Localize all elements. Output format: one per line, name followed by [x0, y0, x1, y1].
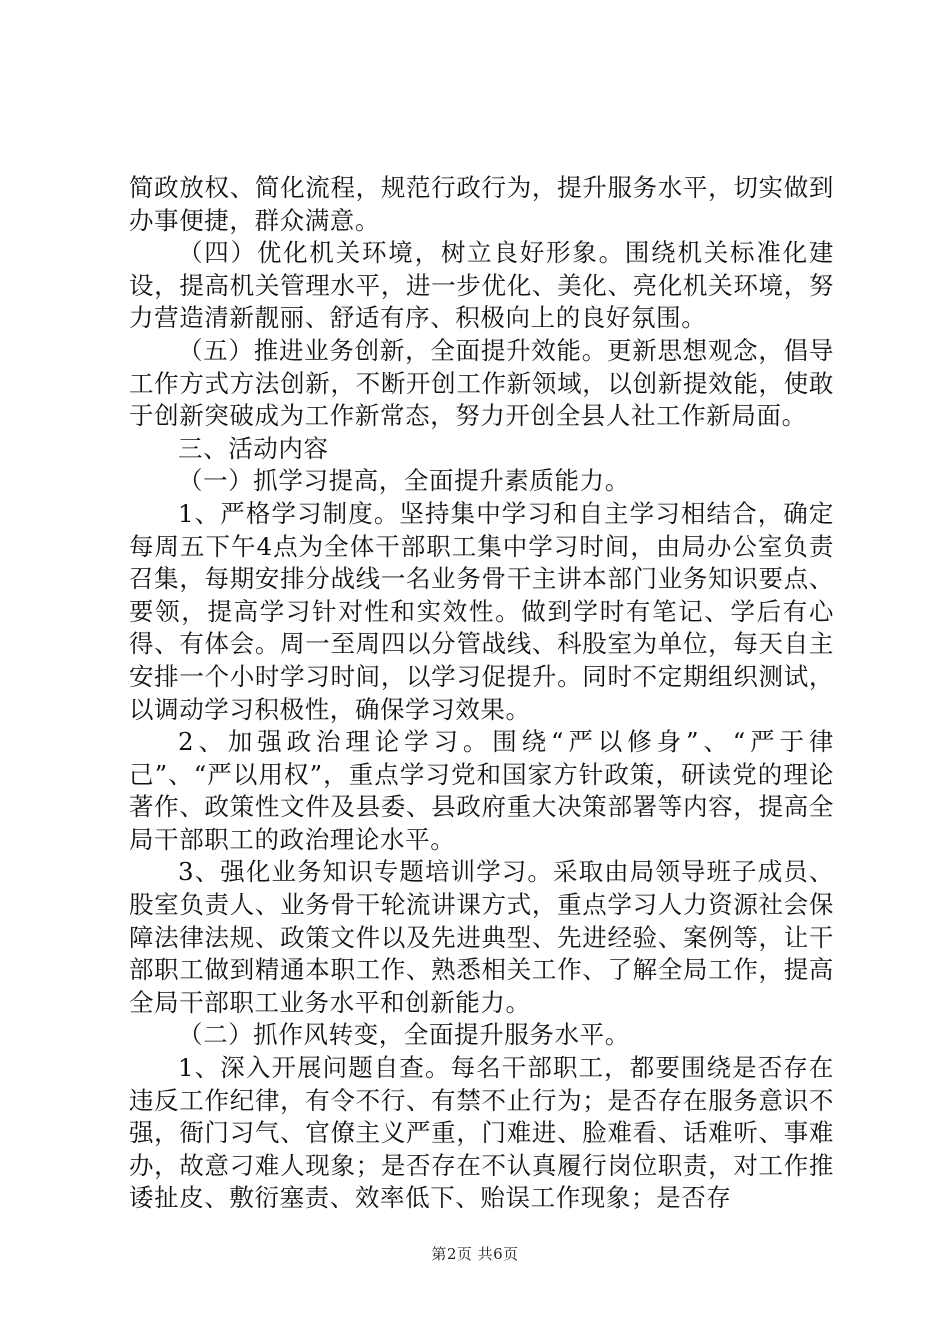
paragraph-business-innovation: （五）推进业务创新，全面提升效能。更新思想观念，倡导工作方式方法创新，不断开创工作新领域，以创新提效能，使敢于创新突破成为工作新常态，努力开创全县人社工作新局面。 [129, 335, 834, 431]
section-heading-activity-content: 三、活动内容 [178, 433, 329, 463]
paragraph-optimize-environment: （四）优化机关环境，树立良好形象。围绕机关标准化建设，提高机关管理水平，进一步优化、美化、亮化机关环境，努力营造清新靓丽、舒适有序、积极向上的良好氛围。 [129, 238, 834, 333]
paragraph-political-theory: 2、加强政治理论学习。围绕“严以修身”、“严于律己”、“严以用权”，重点学习党和国家方针政策，研读党的理论著作、政策性文件及县委、县政府重大决策部署等内容，提高全局干部职工的政治理论水平。 [129, 727, 834, 854]
paragraph-business-training: 3、强化业务知识专题培训学习。采取由局领导班子成员、股室负责人、业务骨干轮流讲课方式，重点学习人力资源社会保障法律法规、政策文件以及先进典型、先进经验、案例等，让干部职工做到精通本职工作、熟悉相关工作、了解全局工作，提高全局干部职工业务水平和创新能力。 [129, 857, 834, 1017]
page-number-footer: 第2页 共6页 [431, 1245, 519, 1263]
paragraph-simplify-procedures: 简政放权、简化流程，规范行政行为，提升服务水平，切实做到办事便捷，群众满意。 [129, 173, 834, 235]
subheading-study-improvement: （一）抓学习提高，全面提升素质能力。 [178, 466, 630, 496]
paragraph-self-inspection: 1、深入开展问题自查。每名干部职工，都要围绕是否存在违反工作纪律，有令不行、有禁不止行为；是否存在服务意识不强，衙门习气、官僚主义严重，门难进、脸难看、话难听、事难办，故意刁难人现象；是否存在不认真履行岗位职责，对工作推诿扯皮、敷衍塞责、效率低下、贻误工作现象；是否存 [129, 1053, 834, 1213]
document-body [129, 172, 834, 1215]
paragraph-study-system: 1、严格学习制度。坚持集中学习和自主学习相结合，确定每周五下午4点为全体干部职工集中学习时间，由局办公室负责召集，每期安排分战线一名业务骨干主讲本部门业务知识要点、要领，提高学习针对性和实效性。做到学时有笔记、学后有心得、有体会。周一至周四以分管战线、科股室为单位，每天自主安排一个小时学习时间，以学习促提升。同时不定期组织测试，以调动学习积极性，确保学习效果。 [129, 498, 834, 724]
subheading-work-style: （二）抓作风转变，全面提升服务水平。 [178, 1020, 630, 1050]
